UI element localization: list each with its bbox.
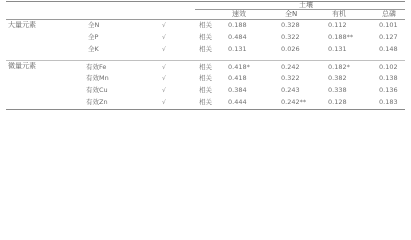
row-type: 相关 (199, 98, 212, 106)
row-mark: √ (162, 34, 166, 41)
cell-value: 0.128 (328, 98, 347, 106)
cell-value: 0.322 (281, 33, 300, 41)
cell-value: 0.338 (328, 86, 347, 94)
col-header-3: 有机 (332, 10, 346, 18)
row-variable: 有效Mn (86, 74, 109, 82)
section-divider (6, 60, 405, 61)
row-type: 相关 (199, 86, 212, 94)
cell-value: 0.243 (281, 86, 300, 94)
row-type: 相关 (199, 63, 212, 71)
header-group-title: 土壤 (299, 1, 313, 9)
cell-value: 0.188 (228, 21, 247, 29)
cell-value: 0.382 (328, 74, 347, 82)
row-mark: √ (162, 22, 166, 29)
cell-value: 0.182* (328, 63, 350, 71)
cell-value: 0.384 (228, 86, 247, 94)
row-mark: √ (162, 75, 166, 82)
row-type: 相关 (199, 21, 212, 29)
cell-value: 0.183 (379, 98, 398, 106)
section-title-macro: 大量元素 (8, 21, 36, 29)
cell-value: 0.138 (379, 74, 398, 82)
table-top-rule (6, 1, 405, 2)
cell-value: 0.131 (328, 45, 347, 53)
cell-value: 0.148 (379, 45, 398, 53)
cell-value: 0.102 (379, 63, 398, 71)
cell-value: 0.188** (328, 33, 354, 41)
col-header-2: 全N (285, 10, 298, 18)
row-mark: √ (162, 64, 166, 71)
cell-value: 0.026 (281, 45, 300, 53)
cell-value: 0.136 (379, 86, 398, 94)
row-type: 相关 (199, 33, 212, 41)
cell-value: 0.112 (328, 21, 347, 29)
row-mark: √ (162, 99, 166, 106)
row-type: 相关 (199, 74, 212, 82)
cell-value: 0.131 (228, 45, 247, 53)
row-variable: 全P (88, 33, 99, 41)
cell-value: 0.242** (281, 98, 307, 106)
row-type: 相关 (199, 45, 212, 53)
header-bottom-rule (6, 19, 405, 20)
row-variable: 有效Cu (86, 86, 108, 94)
section-title-micro: 微量元素 (8, 62, 36, 70)
row-mark: √ (162, 46, 166, 53)
correlation-table (0, 0, 411, 111)
row-variable: 全K (88, 45, 99, 53)
header-group-underline (195, 9, 405, 10)
cell-value: 0.418* (228, 63, 250, 71)
cell-value: 0.127 (379, 33, 398, 41)
col-header-1: 速效 (232, 10, 246, 18)
cell-value: 0.444 (228, 98, 247, 106)
table-bottom-rule (6, 109, 405, 110)
cell-value: 0.242 (281, 63, 300, 71)
row-variable: 有效Zn (86, 98, 108, 106)
cell-value: 0.322 (281, 74, 300, 82)
row-variable: 全N (88, 21, 100, 29)
cell-value: 0.101 (379, 21, 398, 29)
cell-value: 0.328 (281, 21, 300, 29)
col-header-4: 总磷 (382, 10, 396, 18)
cell-value: 0.418 (228, 74, 247, 82)
cell-value: 0.484 (228, 33, 247, 41)
row-variable: 有效Fe (86, 63, 107, 71)
row-mark: √ (162, 87, 166, 94)
